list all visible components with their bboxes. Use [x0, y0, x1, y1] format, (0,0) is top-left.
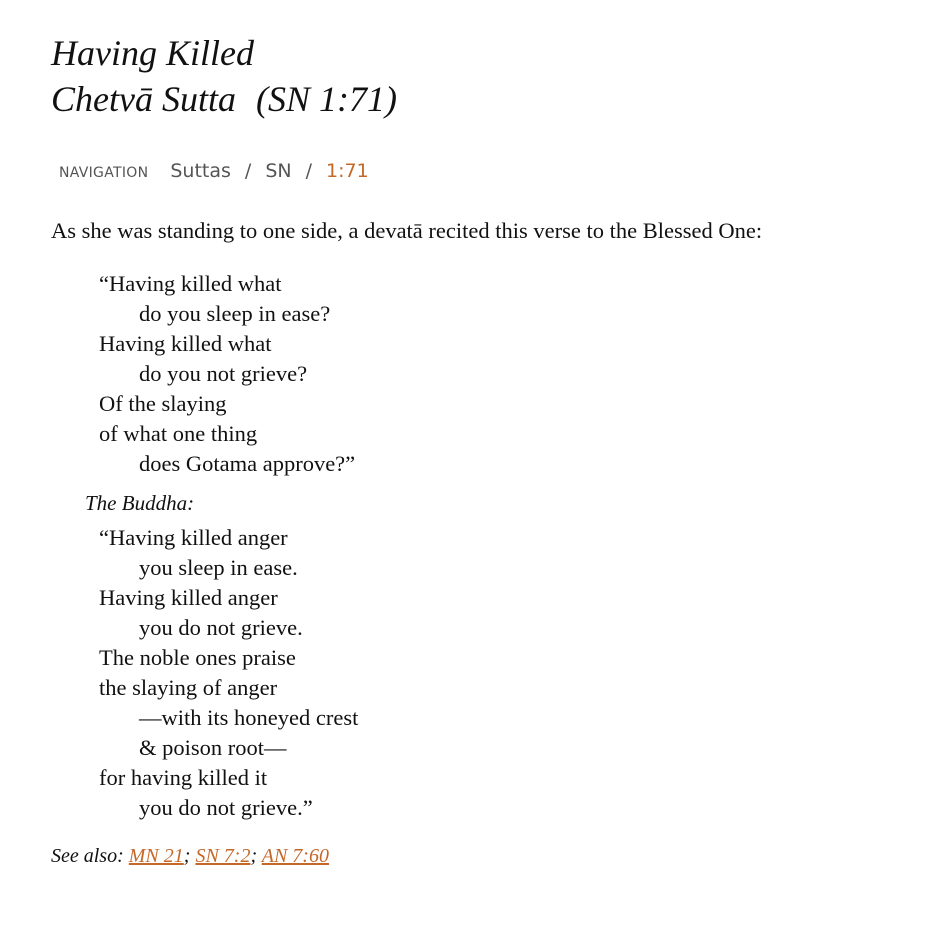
verse-line: The noble ones praise — [99, 644, 296, 670]
title-english: Having Killed — [51, 33, 254, 73]
verse-line: do you sleep in ease? — [139, 300, 331, 326]
verse-line: the slaying of anger — [99, 674, 278, 700]
verse-line: of what one thing — [99, 420, 258, 446]
sutta-page — [51, 30, 921, 869]
see-also-link-mn21[interactable]: MN 21 — [128, 844, 184, 867]
verse-line: for having killed it — [99, 764, 268, 790]
breadcrumb-suttas[interactable]: Suttas — [170, 160, 231, 182]
verse-line: “Having killed what — [99, 270, 282, 296]
verse-line: you do not grieve.” — [139, 794, 313, 820]
verse-buddha — [51, 523, 921, 823]
intro-paragraph: As she was standing to one side, a devatā recited this verse to the Blessed One: — [51, 218, 763, 243]
breadcrumb — [59, 160, 921, 188]
breadcrumb-separator: / — [305, 160, 313, 182]
verse-line: do you not grieve? — [139, 360, 308, 386]
verse-line: & poison root— — [139, 734, 287, 760]
speaker-label: The Buddha: — [85, 490, 195, 515]
verse-line: Of the slaying — [99, 390, 227, 416]
verse-line: you sleep in ease. — [139, 554, 298, 580]
breadcrumb-current: 1:71 — [326, 160, 369, 182]
title-pali: Chetvā Sutta — [51, 79, 236, 119]
verse-line: —with its honeyed crest — [139, 704, 359, 730]
see-also-link-an7-60[interactable]: AN 7:60 — [261, 844, 329, 867]
verse-line: “Having killed anger — [99, 524, 288, 550]
breadcrumb-separator: / — [244, 160, 252, 182]
see-also-label: See also: — [51, 844, 124, 867]
see-also — [51, 843, 921, 869]
page-title — [51, 30, 921, 122]
verse-line: does Gotama approve?” — [139, 450, 356, 476]
verse-line: Having killed what — [99, 330, 272, 356]
verse-line: you do not grieve. — [139, 614, 303, 640]
see-also-separator: ; — [183, 844, 191, 867]
verse-devata — [51, 269, 921, 479]
navigation-label: NAVIGATION — [59, 165, 149, 181]
verse-line: Having killed anger — [99, 584, 278, 610]
see-also-link-sn7-2[interactable]: SN 7:2 — [195, 844, 251, 867]
title-reference: (SN 1:71) — [255, 79, 397, 119]
see-also-separator: ; — [250, 844, 258, 867]
breadcrumb-sn[interactable]: SN — [265, 160, 292, 182]
